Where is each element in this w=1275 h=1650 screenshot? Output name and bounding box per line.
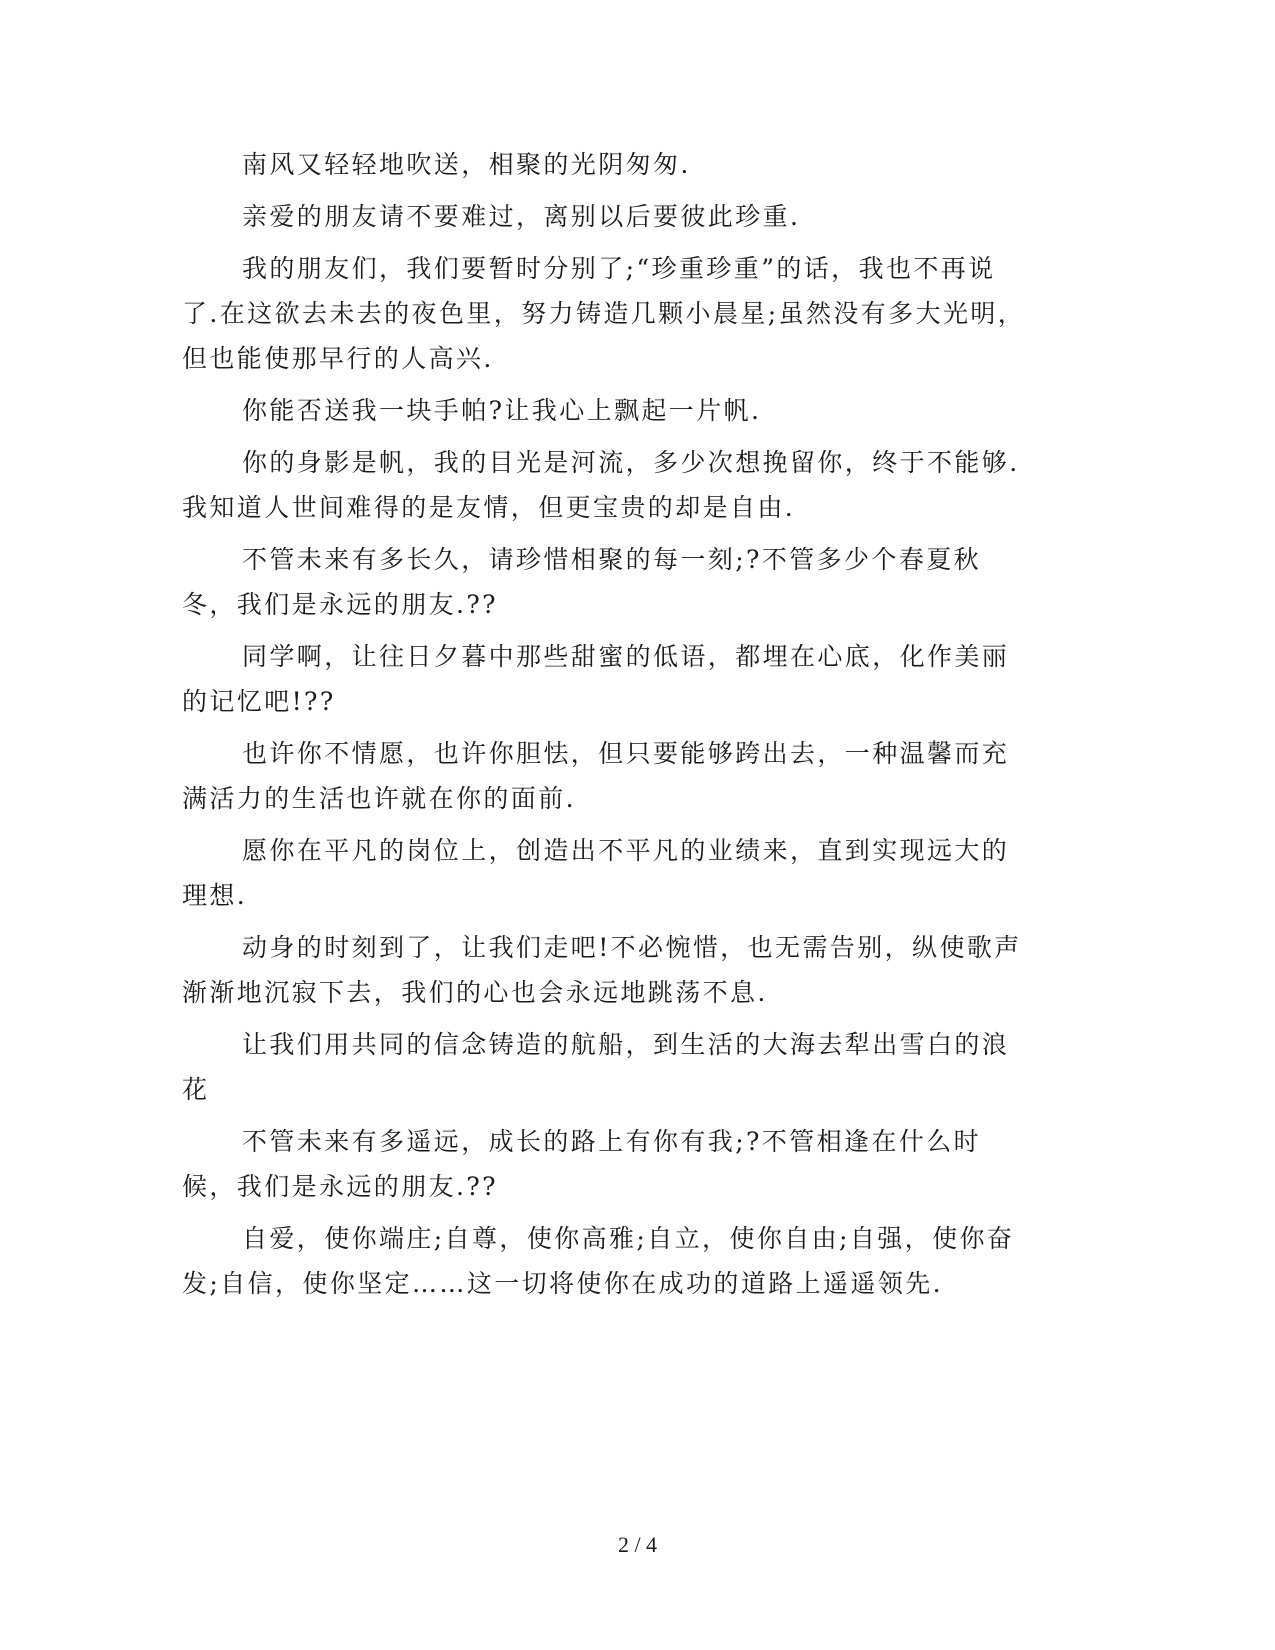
- paragraph-8: 也许你不情愿，也许你胆怯，但只要能够跨出去，一种温馨而充满活力的生活也许就在你的面前.: [182, 739, 1010, 813]
- paragraph-9: 愿你在平凡的岗位上，创造出不平凡的业绩来，直到实现远大的理想.: [182, 836, 1010, 910]
- paragraph-1: 南风又轻轻地吹送，相聚的光阴匆匆.: [242, 150, 691, 179]
- paragraph-11: 让我们用共同的信念铸造的航船，到生活的大海去犁出雪白的浪花: [182, 1030, 1010, 1104]
- paragraph-10: 动身的时刻到了，让我们走吧!不必惋惜，也无需告别，纵使歌声渐渐地沉寂下去，我们的心也会永远地跳荡不息.: [182, 933, 1022, 1007]
- paragraph-13: 自爱，使你端庄;自尊，使你高雅;自立，使你自由;自强，使你奋发;自信，使你坚定……这一切将使你在成功的道路上遥遥领先.: [182, 1224, 1015, 1298]
- paragraph-7: 同学啊，让往日夕暮中那些甜蜜的低语，都埋在心底，化作美丽的记忆吧!??: [182, 642, 1010, 716]
- paragraph-6: 不管未来有多长久，请珍惜相聚的每一刻;?不管多少个春夏秋冬，我们是永远的朋友.??: [182, 545, 982, 619]
- paragraph-12: 不管未来有多遥远，成长的路上有你有我;?不管相逢在什么时候，我们是永远的朋友.??: [182, 1127, 982, 1201]
- document-body: [182, 142, 1030, 1313]
- paragraph-5: 你的身影是帆，我的目光是河流，多少次想挽留你，终于不能够.我知道人世间难得的是友情，但更宝贵的却是自由.: [182, 448, 1020, 522]
- paragraph-4: 你能否送我一块手帕?让我心上飘起一片帆.: [242, 396, 762, 425]
- paragraph-2: 亲爱的朋友请不要难过，离别以后要彼此珍重.: [242, 202, 801, 231]
- page-number: 2 / 4: [617, 1532, 658, 1557]
- paragraph-3: 我的朋友们，我们要暂时分别了;“珍重珍重”的话，我也不再说了.在这欲去未去的夜色里，努力铸造几颗小晨星;虽然没有多大光明，但也能使那早行的人高兴.: [182, 254, 1026, 373]
